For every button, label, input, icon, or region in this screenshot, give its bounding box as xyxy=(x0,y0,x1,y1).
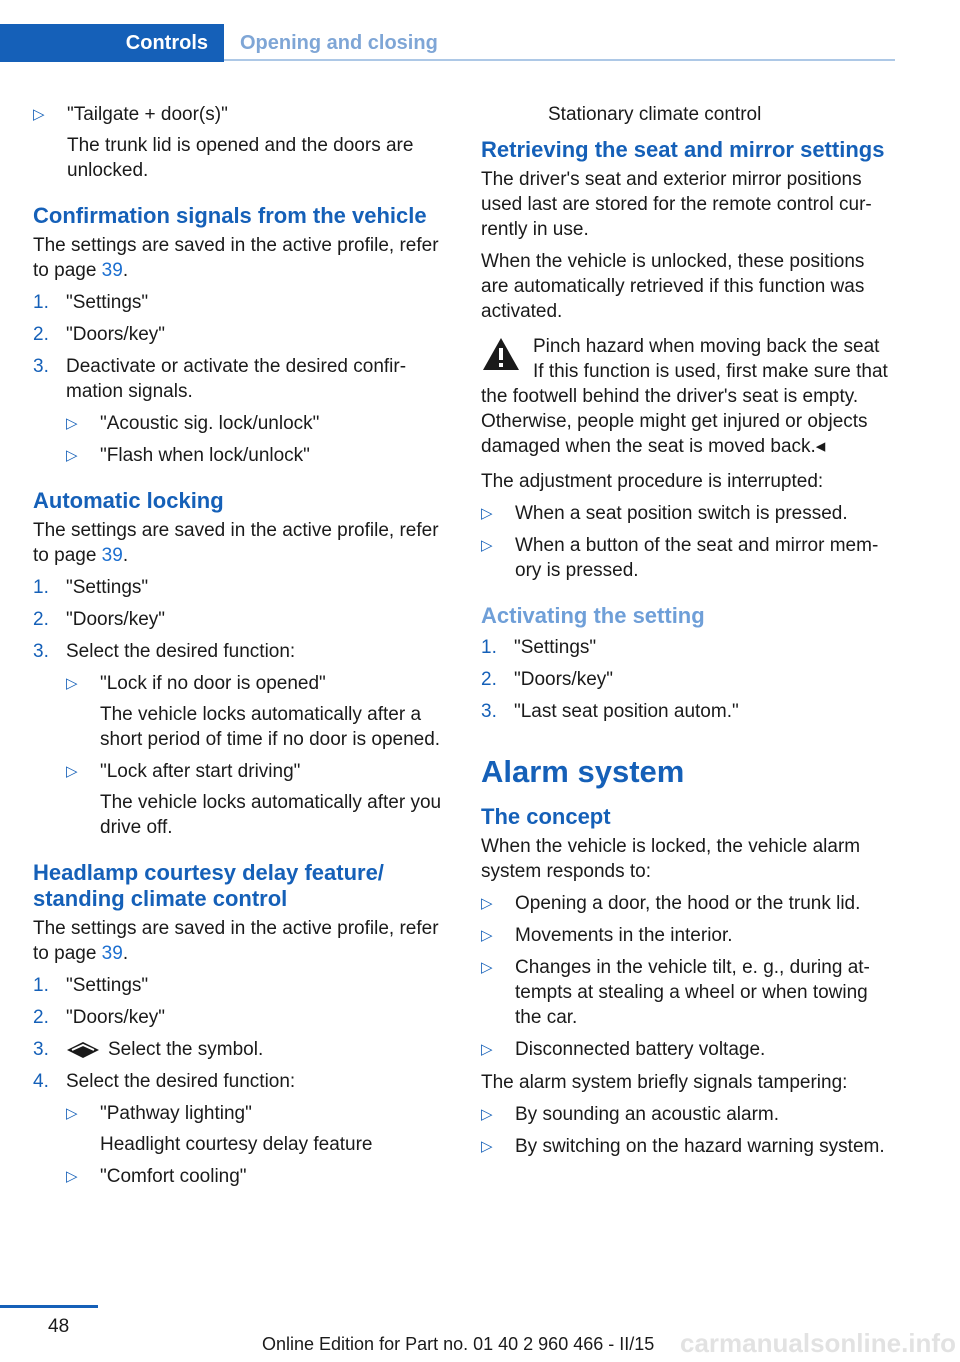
page-number: 48 xyxy=(48,1316,70,1337)
paragraph: The driver's seat and exterior mirror positions used last are stored for the remote control currently in use. xyxy=(481,169,872,240)
section-heading-concept: The concept xyxy=(481,804,611,829)
left-column xyxy=(33,102,443,1197)
list-item: 2. "Doors/key" xyxy=(33,1007,166,1028)
list-item: 1. "Settings" xyxy=(33,292,149,313)
option-label: "Tailgate + door(s)" xyxy=(67,104,228,125)
page-link[interactable]: 39 xyxy=(101,943,123,964)
list-item: 1. "Settings" xyxy=(481,637,597,658)
headlamp-options xyxy=(66,1101,443,1189)
warning-box xyxy=(481,334,896,459)
triangle-right-icon: ▷ xyxy=(66,415,78,432)
list-item: ▷ Opening a door, the hood or the trunk lid. xyxy=(481,893,861,914)
triangle-right-icon: ▷ xyxy=(481,927,493,944)
list-item: ▷ Disconnected battery voltage. xyxy=(481,1039,766,1060)
tab-opening-and-closing[interactable]: Opening and closing xyxy=(240,32,438,54)
list-item: 2. "Doors/key" xyxy=(33,324,166,345)
section-heading-automatic-locking: Automatic locking xyxy=(33,488,224,513)
triangle-right-icon: ▷ xyxy=(481,1138,493,1155)
page-link[interactable]: 39 xyxy=(101,260,123,281)
list-item: 3. Select the symbol. xyxy=(33,1039,264,1060)
footer-edition: Online Edition for Part no. 01 40 2 960 466 - II/15 xyxy=(262,1334,655,1354)
list-item: ▷ When a button of the seat and mirror memory is pressed. xyxy=(481,535,879,581)
list-item: ▷ "Lock if no door is opened" The vehicle locks automatically after a short period of time if no door is opened. xyxy=(66,673,441,750)
list-item: 3. Select the desired function: ▷ "Lock if no door is opened" The vehicle locks automatically after a short period of time if no door is opened. ▷ "Lock after start driving" The vehicle locks automatically after you drive off. xyxy=(33,641,442,838)
list-item: ▷ "Pathway lighting" Headlight courtesy delay feature xyxy=(66,1103,373,1155)
list-item: 1. "Settings" xyxy=(33,577,149,598)
paragraph: The adjustment procedure is interrupted: xyxy=(481,471,824,492)
triangle-right-icon: ▷ xyxy=(481,1041,493,1058)
chapter-heading-alarm: Alarm system xyxy=(481,754,685,789)
triangle-right-icon: ▷ xyxy=(66,1168,78,1185)
triangle-right-icon: ▷ xyxy=(66,1105,78,1122)
section-intro: The settings are saved in the active profile, refer to page 39. xyxy=(33,235,439,281)
paragraph: When the vehicle is locked, the vehicle alarm system responds to: xyxy=(481,836,861,882)
triangle-right-icon: ▷ xyxy=(66,675,78,692)
option-description: Stationary climate control xyxy=(548,104,762,125)
triangle-right-icon: ▷ xyxy=(481,537,493,554)
triangle-right-icon: ▷ xyxy=(481,1106,493,1123)
section-intro: The settings are saved in the active profile, refer to page 39. xyxy=(33,520,439,566)
activating-steps xyxy=(481,635,896,724)
list-item xyxy=(33,102,443,183)
diamond-chevron-icon xyxy=(66,1041,100,1059)
triangle-right-icon: ▷ xyxy=(66,447,78,464)
list-item: ▷ "Acoustic sig. lock/unlock" xyxy=(66,413,320,434)
paragraph: The alarm system briefly signals tampering: xyxy=(481,1072,848,1093)
triangle-right-icon: ▷ xyxy=(66,763,78,780)
list-item: ▷ "Comfort cooling" xyxy=(66,1166,247,1187)
list-item: 1. "Settings" xyxy=(33,975,149,996)
warning-title: Pinch hazard when moving back the seat xyxy=(533,336,880,357)
list-item: ▷ By switching on the hazard warning system. xyxy=(481,1136,885,1157)
header-divider xyxy=(224,59,895,61)
watermark: carmanualsonline.info xyxy=(680,1328,956,1358)
alarm-signals-list xyxy=(481,1102,896,1159)
list-item: ▷ "Lock after start driving" The vehicle locks automatically after you drive off. xyxy=(66,761,442,838)
autolock-steps xyxy=(33,575,443,840)
headlamp-steps xyxy=(33,973,443,1189)
option-description: The trunk lid is opened and the doors are unlocked. xyxy=(67,135,414,181)
page-link[interactable]: 39 xyxy=(101,545,123,566)
list-item: ▷ Movements in the interior. xyxy=(481,925,733,946)
triangle-right-icon: ▷ xyxy=(33,106,45,123)
triangle-right-icon: ▷ xyxy=(481,895,493,912)
section-intro: The settings are saved in the active profile, refer to page 39. xyxy=(33,918,439,964)
triangle-right-icon: ▷ xyxy=(481,505,493,522)
list-item: 2. "Doors/key" xyxy=(481,669,614,690)
autolock-options xyxy=(66,671,443,840)
list-item: ▷ "Flash when lock/unlock" xyxy=(66,445,310,466)
confirmation-options xyxy=(66,411,443,468)
interrupt-list xyxy=(481,501,896,583)
alarm-responds-list xyxy=(481,891,896,1062)
list-item: ▷ Changes in the vehicle tilt, e. g., during attempts at stealing a wheel or when towing the car. xyxy=(481,957,870,1028)
right-column xyxy=(481,102,896,1167)
tailgate-list xyxy=(33,102,443,183)
footer-divider xyxy=(0,1305,98,1308)
section-heading-headlamp: Headlamp courtesy delay feature/ standing climate control xyxy=(33,860,384,911)
list-item: 4. Select the desired function: ▷ "Pathway lighting" Headlight courtesy delay feature ▷ "Comfort cooling" xyxy=(33,1069,443,1189)
paragraph: When the vehicle is unlocked, these positions are automatically retrieved if this function was activated. xyxy=(481,251,865,322)
warning-triangle-icon xyxy=(481,336,521,372)
section-heading-activating: Activating the setting xyxy=(481,603,705,628)
list-item: 3. Deactivate or activate the desired confirmation signals. ▷ "Acoustic sig. lock/unlock" ▷ "Flash when lock/unlock" xyxy=(33,354,443,468)
confirmation-steps xyxy=(33,290,443,468)
section-heading-retrieving: Retrieving the seat and mirror settings xyxy=(481,137,885,162)
tab-controls[interactable]: Controls xyxy=(0,24,224,62)
list-item: ▷ When a seat position switch is pressed. xyxy=(481,503,848,524)
section-heading-confirmation: Confirmation signals from the vehicle xyxy=(33,203,427,228)
triangle-right-icon: ▷ xyxy=(481,959,493,976)
list-item: 3. "Last seat position autom." xyxy=(481,701,739,722)
list-item: 2. "Doors/key" xyxy=(33,609,166,630)
page-header xyxy=(0,24,895,62)
warning-body: If this function is used, first make sure that the footwell behind the driver's seat is empty. Otherwise, people might get injured or objects damaged when the seat is moved back.◂ xyxy=(481,361,888,457)
list-item: ▷ By sounding an acoustic alarm. xyxy=(481,1104,780,1125)
